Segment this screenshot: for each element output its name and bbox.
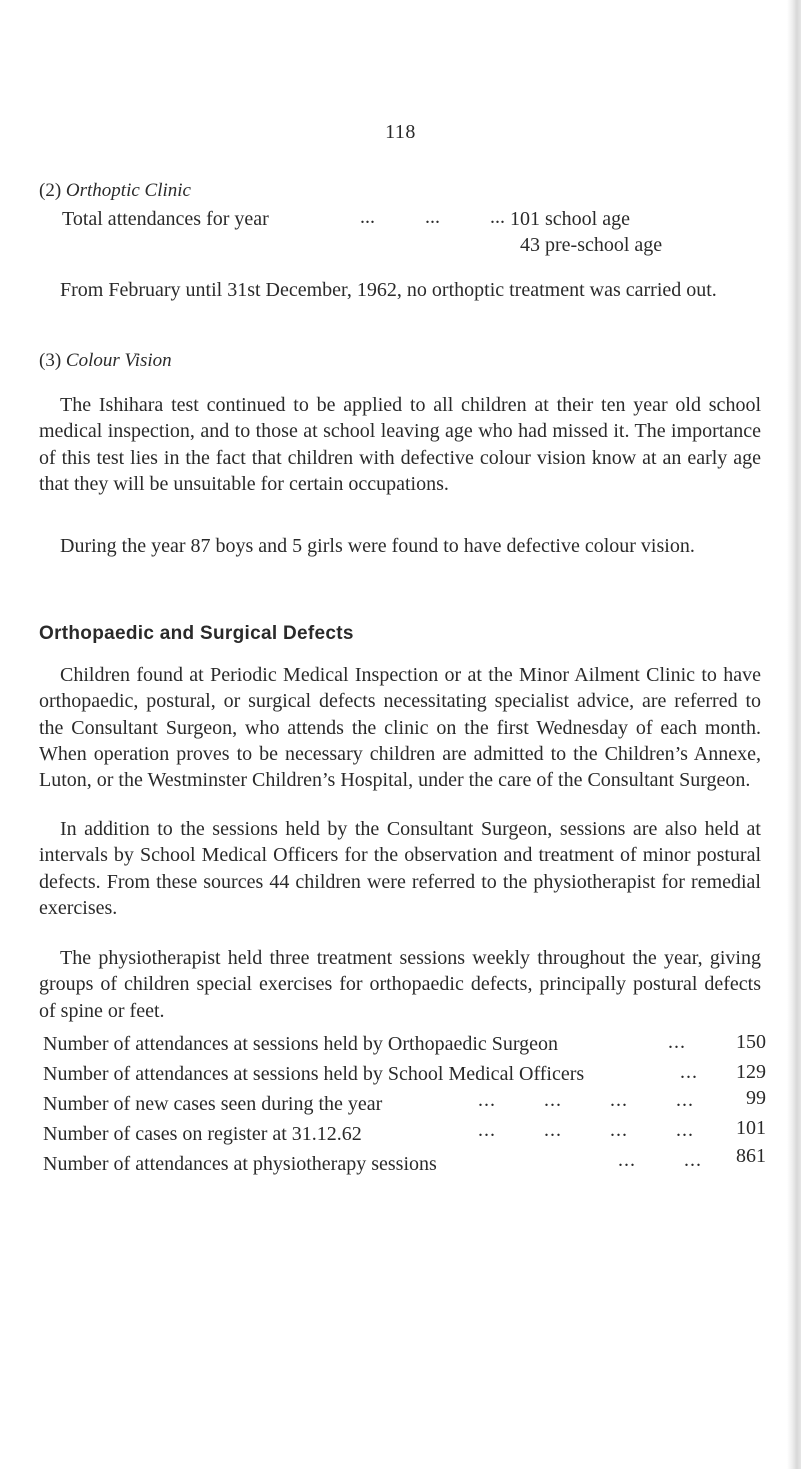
orthoptic-school-age: 101 school age — [510, 208, 630, 230]
stat-value: 150 — [736, 1031, 766, 1053]
orthoptic-attendance-label: Total attendances for year — [62, 208, 269, 230]
colour-vision-heading — [39, 350, 172, 372]
orthoptic-pre-school-age: 43 pre-school age — [520, 234, 663, 256]
orthoptic-note: From February until 31st December, 1962, no orthoptic treatment was carried out. — [60, 279, 717, 301]
colour-vision-paragraph-2: During the year 87 boys and 5 girls were found to have defective colour vision. — [60, 535, 695, 557]
orthoptic-heading-number: (2) — [39, 180, 62, 201]
stat-value: 129 — [736, 1061, 766, 1083]
stat-dots: ... — [680, 1061, 698, 1083]
page-number: 118 — [385, 121, 416, 143]
colour-vision-heading-title: Colour Vision — [65, 350, 172, 371]
colour-vision-paragraph-1: The Ishihara test continued to be applied to all children at their ten year old school medical inspection, and to those at school leaving age who had missed it. The importance of this test lies in the fact that children with defective colour vision know at an early age that they will be unsuitable for certain occupations. — [39, 394, 761, 495]
stat-dots: ... ... ... ... — [478, 1119, 694, 1141]
stat-label: Number of attendances at sessions held by Orthopaedic Surgeon — [43, 1033, 559, 1055]
stat-value: 101 — [736, 1117, 766, 1139]
orthoptic-attendance-dots: ... ... ... — [360, 206, 505, 228]
stat-dots: ... ... ... ... — [478, 1089, 694, 1111]
orthopaedic-heading: Orthopaedic and Surgical Defects — [39, 623, 354, 644]
stat-dots: ... — [668, 1031, 686, 1053]
stat-label: Number of attendances at physiotherapy sessions — [43, 1153, 437, 1175]
colour-vision-heading-number: (3) — [39, 350, 62, 371]
stat-dots: ... ... — [618, 1149, 702, 1171]
orthopaedic-paragraph-2: In addition to the sessions held by the Consultant Surgeon, sessions are also held at intervals by School Medical Officers for the observation and treatment of minor postural defects. From these sources 44 children were referred to the physiotherapist for remedial exercises. — [39, 818, 761, 919]
stat-label: Number of new cases seen during the year — [43, 1093, 383, 1115]
stat-value: 861 — [736, 1145, 766, 1167]
orthopaedic-paragraph-1: Children found at Periodic Medical Inspection or at the Minor Ailment Clinic to have orthopaedic, postural, or surgical defects necessitating specialist advice, are referred to the Consultant Surgeon, who attends the clinic on the first Wednesday of each month. When operation proves to be necessary children are admitted to the Children’s Annexe, Luton, or the Westminster Children’s Hospital, under the care of the Consultant Surgeon. — [39, 664, 761, 792]
stat-value: 99 — [746, 1087, 766, 1109]
orthopaedic-paragraph-3: The physiotherapist held three treatment sessions weekly throughout the year, giving groups of children special exercises for orthopaedic defects, principally postural defects of spine or feet. — [39, 947, 761, 1022]
orthoptic-heading — [39, 180, 191, 202]
orthoptic-heading-title: Orthoptic Clinic — [65, 180, 191, 201]
stat-label: Number of cases on register at 31.12.62 — [43, 1123, 362, 1145]
page-edge-shadow — [787, 0, 801, 1469]
stat-label: Number of attendances at sessions held by School Medical Officers — [43, 1063, 585, 1085]
